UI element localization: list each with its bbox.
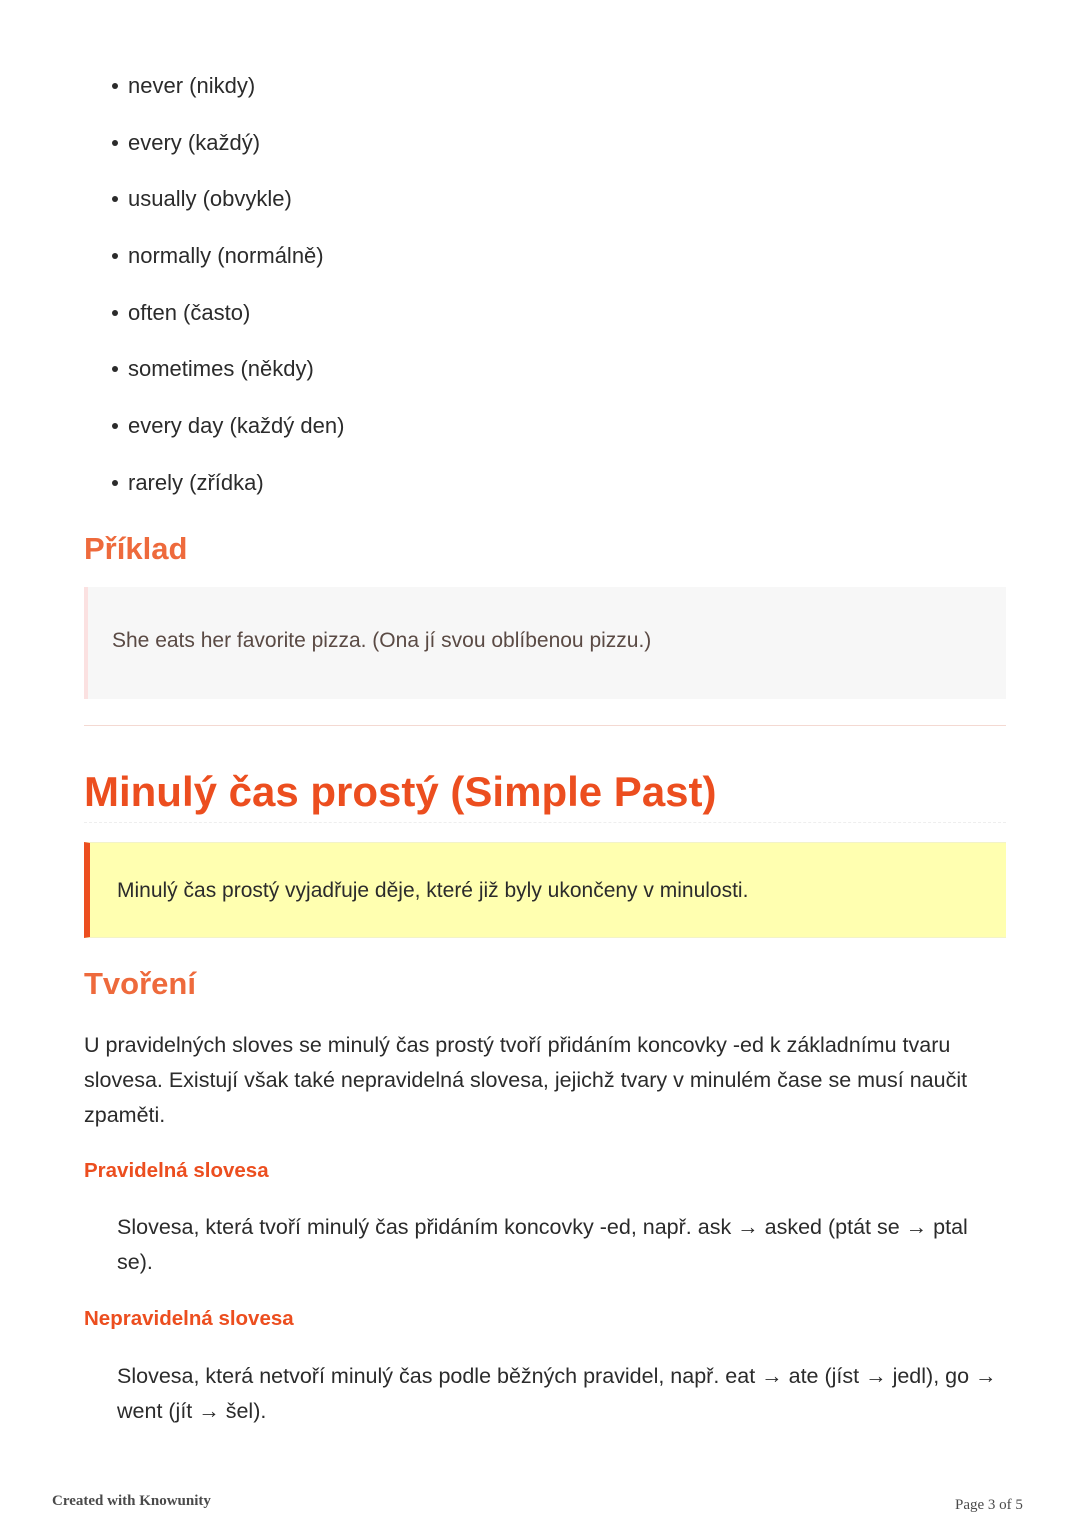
regular-verbs-heading: Pravidelná slovesa <box>84 1159 269 1182</box>
list-item <box>112 72 344 100</box>
list-item-text: every (každý) <box>128 129 261 155</box>
section-divider <box>84 725 1006 726</box>
list-item <box>112 355 344 383</box>
list-item <box>112 469 344 497</box>
bullet-icon <box>112 423 118 429</box>
definition-text: Minulý čas prostý vyjadřuje děje, které již byly ukončeny v minulosti. <box>117 879 749 902</box>
formation-paragraph: U pravidelných sloves se minulý čas prostý tvoří přidáním koncovky -ed k základnímu tvaru slovesa. Existují však také nepravidelná slovesa, jejichž tvary v minulém čase se musí naučit zpaměti. <box>84 1033 968 1127</box>
example-text: She eats her favorite pizza. (Ona jí svou oblíbenou pizzu.) <box>112 629 652 652</box>
list-item-text: usually (obvykle) <box>128 186 292 212</box>
title-underline <box>84 822 1006 823</box>
list-item <box>112 299 344 327</box>
list-item <box>112 412 344 440</box>
list-item-text: never (nikdy) <box>128 73 256 98</box>
bullet-icon <box>112 83 118 89</box>
irregular-verbs-text: Slovesa, která netvoří minulý čas podle běžných pravidel, např. eat → ate (jíst → jedl), go → went (jít → šel). <box>117 1364 997 1423</box>
list-item <box>112 242 344 270</box>
footer-credit: Created with Knowunity <box>52 1493 211 1509</box>
bullet-icon <box>112 366 118 372</box>
regular-verbs-text: Slovesa, která tvoří minulý čas přidáním koncovky -ed, např. ask → asked (ptát se → ptal se). <box>117 1215 968 1274</box>
list-item <box>112 185 344 213</box>
definition-callout <box>84 842 1006 938</box>
list-item-text: every day (každý den) <box>128 413 345 439</box>
example-heading: Příklad <box>84 531 188 566</box>
list-item <box>112 129 344 157</box>
example-box <box>84 587 1006 699</box>
bullet-icon <box>112 480 118 486</box>
bullet-icon <box>112 196 118 202</box>
irregular-verbs-heading: Nepravidelná slovesa <box>84 1307 294 1330</box>
list-item-text: rarely (zřídka) <box>128 469 264 495</box>
adverb-list <box>112 72 344 526</box>
list-item-text: sometimes (někdy) <box>128 356 314 382</box>
section-title: Minulý čas prostý (Simple Past) <box>84 768 717 815</box>
bullet-icon <box>112 253 118 259</box>
formation-heading: Tvoření <box>84 966 196 1001</box>
list-item-text: normally (normálně) <box>128 243 324 269</box>
page-number: Page 3 of 5 <box>955 1497 1023 1513</box>
bullet-icon <box>112 140 118 146</box>
bullet-icon <box>112 310 118 316</box>
list-item-text: often (často) <box>128 299 251 325</box>
